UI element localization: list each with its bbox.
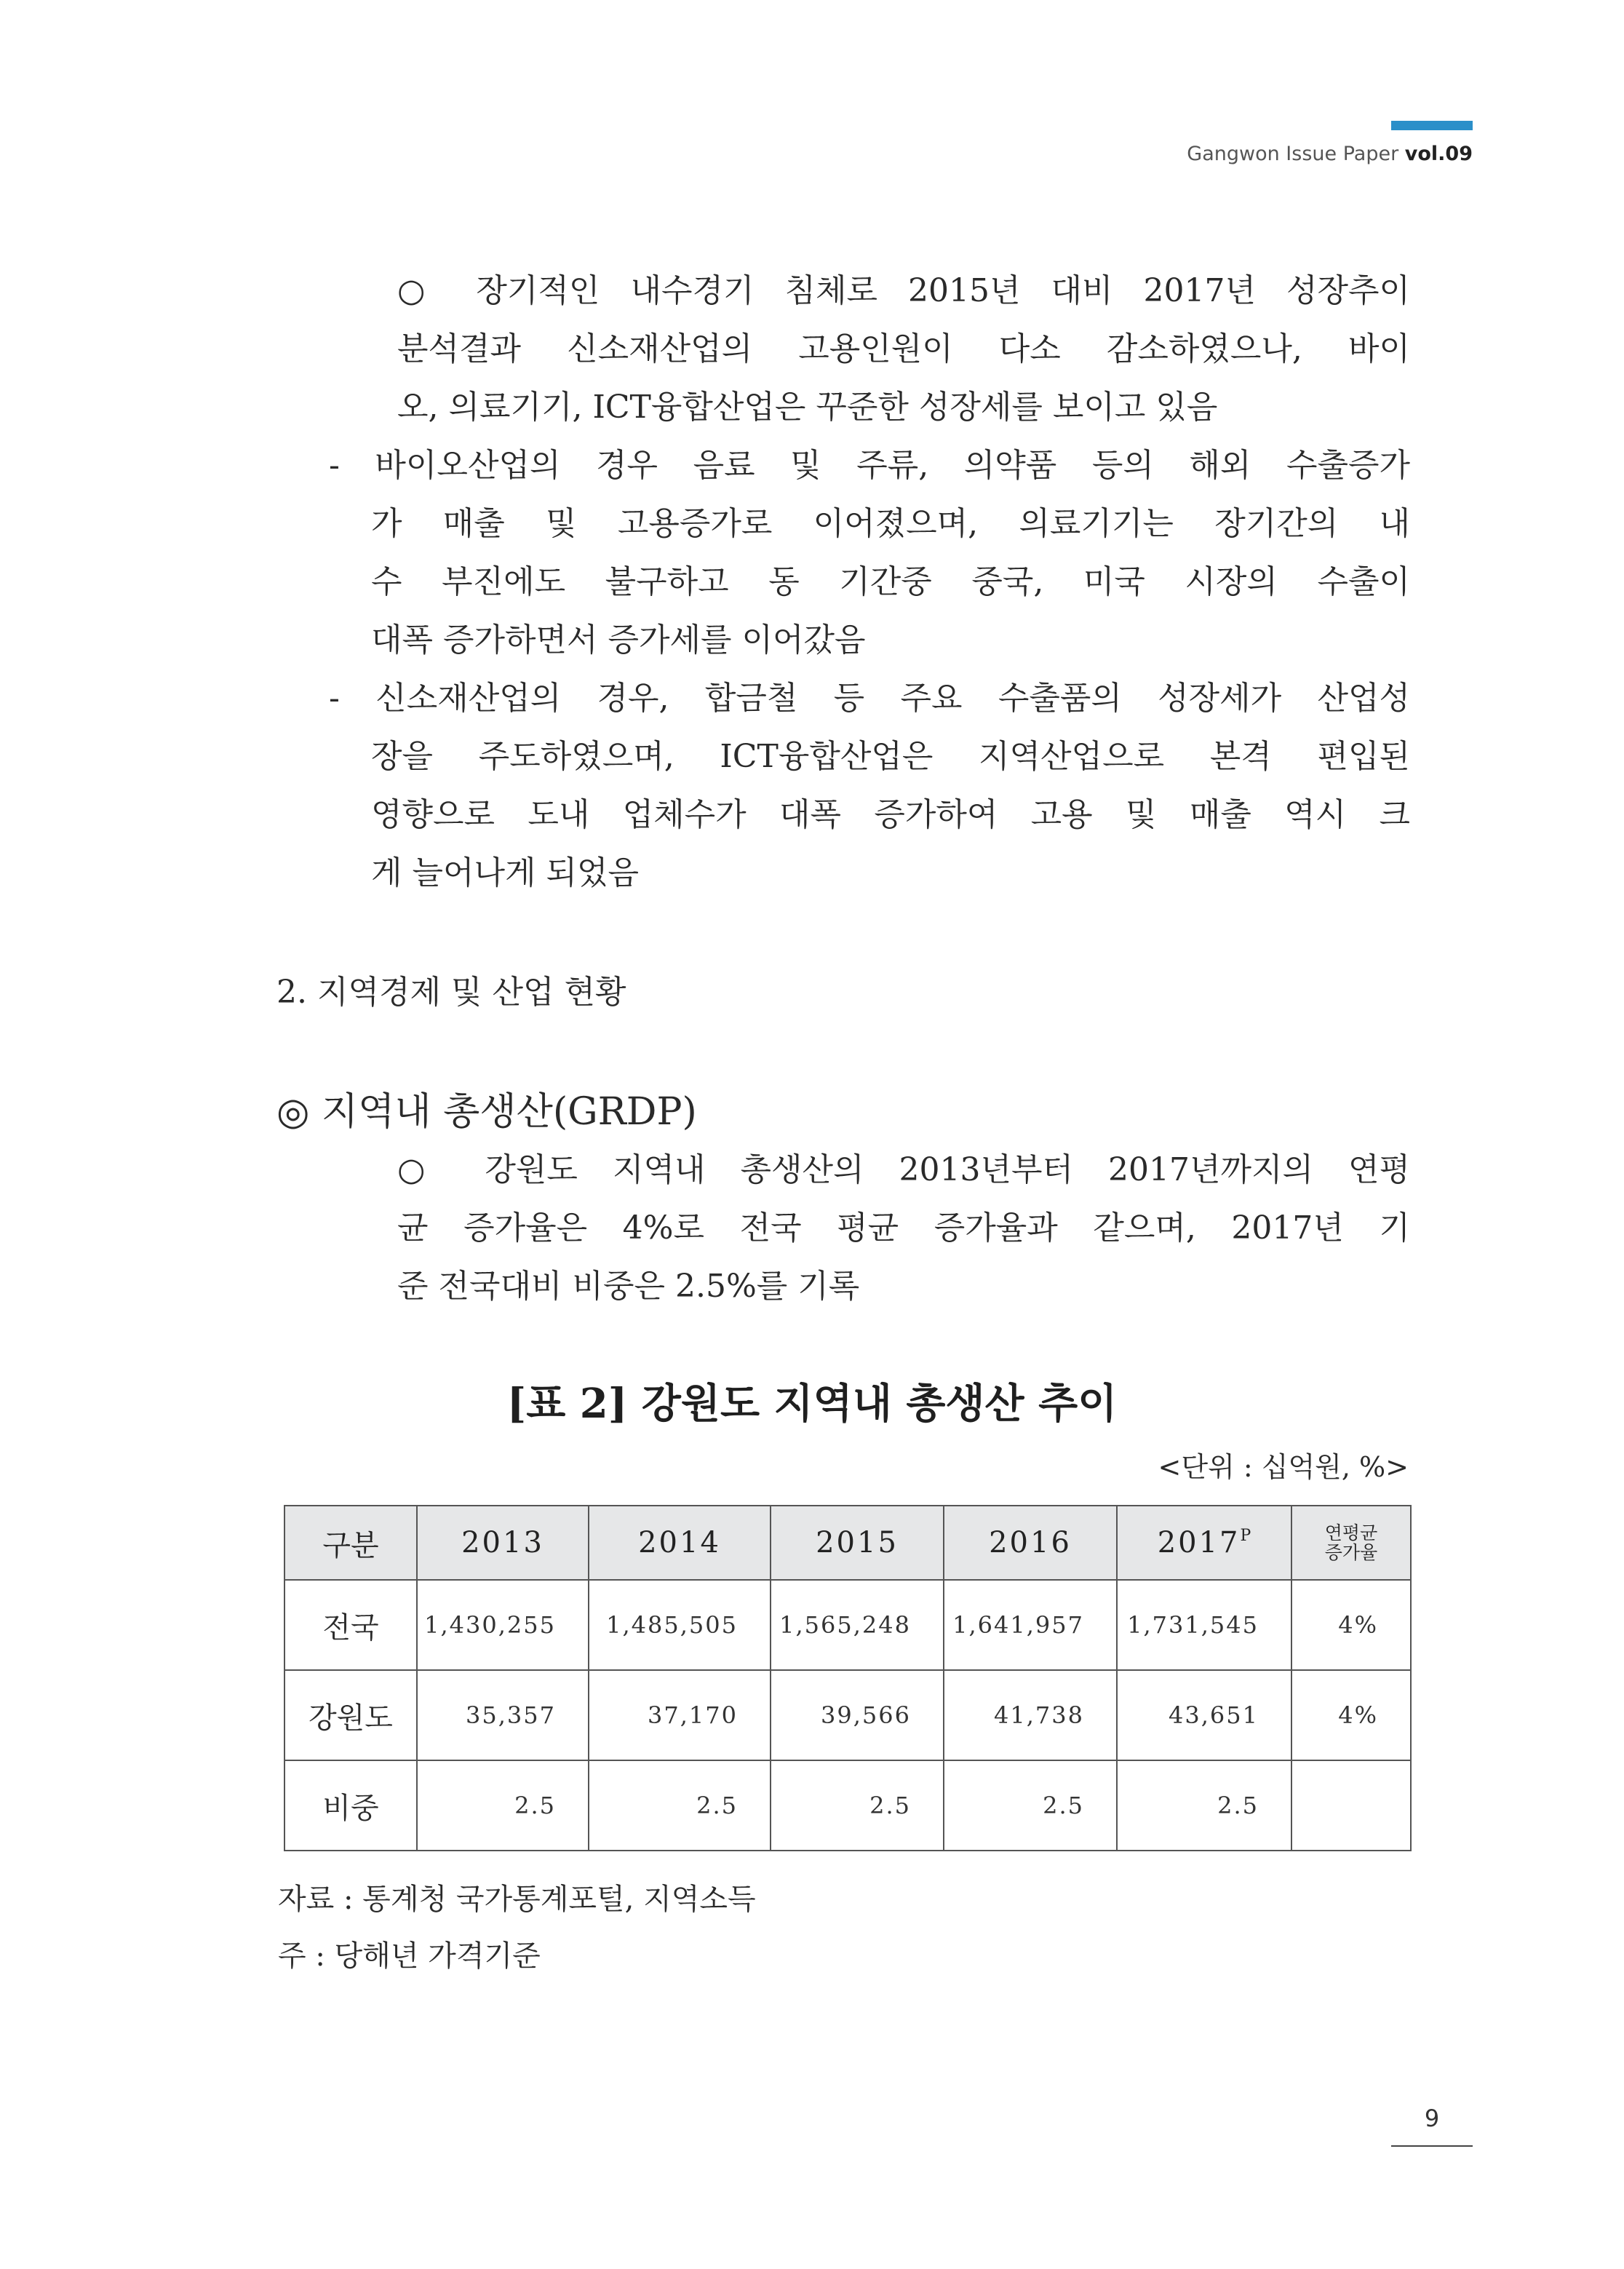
table-row	[284, 1580, 1411, 1670]
table-cell: 1,485,505	[589, 1580, 771, 1670]
header-year-2017	[1117, 1506, 1291, 1580]
table-header-row	[284, 1506, 1411, 1580]
table-cell: 2.5	[589, 1760, 771, 1851]
table-title: [표 2] 강원도 지역내 총생산 추이	[506, 1380, 1118, 1428]
paragraph-line: 준 전국대비 비중은 2.5%를 기록	[397, 1268, 860, 1305]
table-cell: 2.5	[417, 1760, 589, 1851]
paragraph-line: ○ 장기적인 내수경기 침체로 2015년 대비 2017년 성장추이	[397, 272, 1410, 309]
footnote: 주 : 당해년 가격기준	[278, 1939, 541, 1973]
table-cell: 1,641,957	[944, 1580, 1117, 1670]
table-row	[284, 1670, 1411, 1760]
rate-cell	[1291, 1760, 1411, 1851]
bullet-line: 장을 주도하였으며, ICT융합산업은 지역산업으로 본격 편입된	[371, 738, 1410, 775]
header-accent-bar	[1391, 121, 1473, 130]
header-rate-line1: 연평균	[1324, 1522, 1378, 1543]
table-cell: 2.5	[944, 1760, 1117, 1851]
header-title: Gangwon Issue Paper	[1187, 143, 1405, 165]
bullet-line: 대폭 증가하면서 증가세를 이어갔음	[371, 621, 866, 659]
bullet-line: 게 늘어나게 되었음	[371, 854, 640, 891]
table-cell: 2.5	[771, 1760, 944, 1851]
header-year-label: 2014	[638, 1526, 721, 1559]
table-cell: 41,738	[944, 1670, 1117, 1760]
header-avg-growth-rate	[1291, 1506, 1411, 1580]
table-cell: 1,430,255	[417, 1580, 589, 1670]
bullet-line: - 바이오산업의 경우 음료 및 주류, 의약품 등의 해외 수출증가	[329, 447, 1410, 484]
subsection-heading: ◎ 지역내 총생산(GRDP)	[276, 1090, 697, 1134]
paragraph-line: 균 증가율은 4%로 전국 평균 증가율과 같으며, 2017년 기	[397, 1209, 1410, 1247]
row-label: 비중	[284, 1760, 417, 1851]
table-cell: 37,170	[589, 1670, 771, 1760]
table-cell: 39,566	[771, 1670, 944, 1760]
header-volume: vol.09	[1404, 143, 1473, 165]
preliminary-mark: P	[1240, 1527, 1251, 1545]
bullet-line: 영향으로 도내 업체수가 대폭 증가하여 고용 및 매출 역시 크	[371, 796, 1410, 833]
table-cell: 1,731,545	[1117, 1580, 1291, 1670]
bullet-line: 수 부진에도 불구하고 동 기간중 중국, 미국 시장의 수출이	[371, 563, 1410, 600]
table-row	[284, 1760, 1411, 1851]
header-category: 구분	[284, 1506, 417, 1580]
table-cell: 1,565,248	[771, 1580, 944, 1670]
row-label: 강원도	[284, 1670, 417, 1760]
header-year-label: 2015	[816, 1526, 899, 1559]
header-year-2014	[589, 1506, 771, 1580]
row-label: 전국	[284, 1580, 417, 1670]
header-rate-line2: 증가율	[1324, 1542, 1378, 1563]
page-number: 9	[1424, 2105, 1440, 2132]
header-year-label: 2016	[989, 1526, 1072, 1559]
section-heading: 2. 지역경제 및 산업 현황	[276, 974, 626, 1011]
header-year-2016	[944, 1506, 1117, 1580]
table-cell: 35,357	[417, 1670, 589, 1760]
rate-cell: 4%	[1291, 1670, 1411, 1760]
rate-cell: 4%	[1291, 1580, 1411, 1670]
header-year-label: 2013	[461, 1526, 544, 1559]
paragraph-line: ○ 강원도 지역내 총생산의 2013년부터 2017년까지의 연평	[397, 1151, 1410, 1188]
bullet-line: 가 매출 및 고용증가로 이어졌으며, 의료기기는 장기간의 내	[371, 505, 1410, 542]
grdp-table	[284, 1505, 1412, 1851]
paragraph-line: 분석결과 신소재산업의 고용인원이 다소 감소하였으나, 바이	[397, 330, 1410, 367]
running-header	[1187, 143, 1473, 165]
table-unit: <단위 : 십억원, %>	[1158, 1451, 1409, 1483]
source-note: 자료 : 통계청 국가통계포털, 지역소득	[278, 1883, 756, 1916]
header-year-label: 2017	[1157, 1526, 1241, 1559]
table-cell: 43,651	[1117, 1670, 1291, 1760]
table-cell: 2.5	[1117, 1760, 1291, 1851]
header-year-2013	[417, 1506, 589, 1580]
footer-rule	[1391, 2145, 1473, 2147]
bullet-line: - 신소재산업의 경우, 합금철 등 주요 수출품의 성장세가 산업성	[329, 680, 1410, 717]
paragraph-line: 오, 의료기기, ICT융합산업은 꾸준한 성장세를 보이고 있음	[397, 389, 1218, 426]
header-year-2015	[771, 1506, 944, 1580]
